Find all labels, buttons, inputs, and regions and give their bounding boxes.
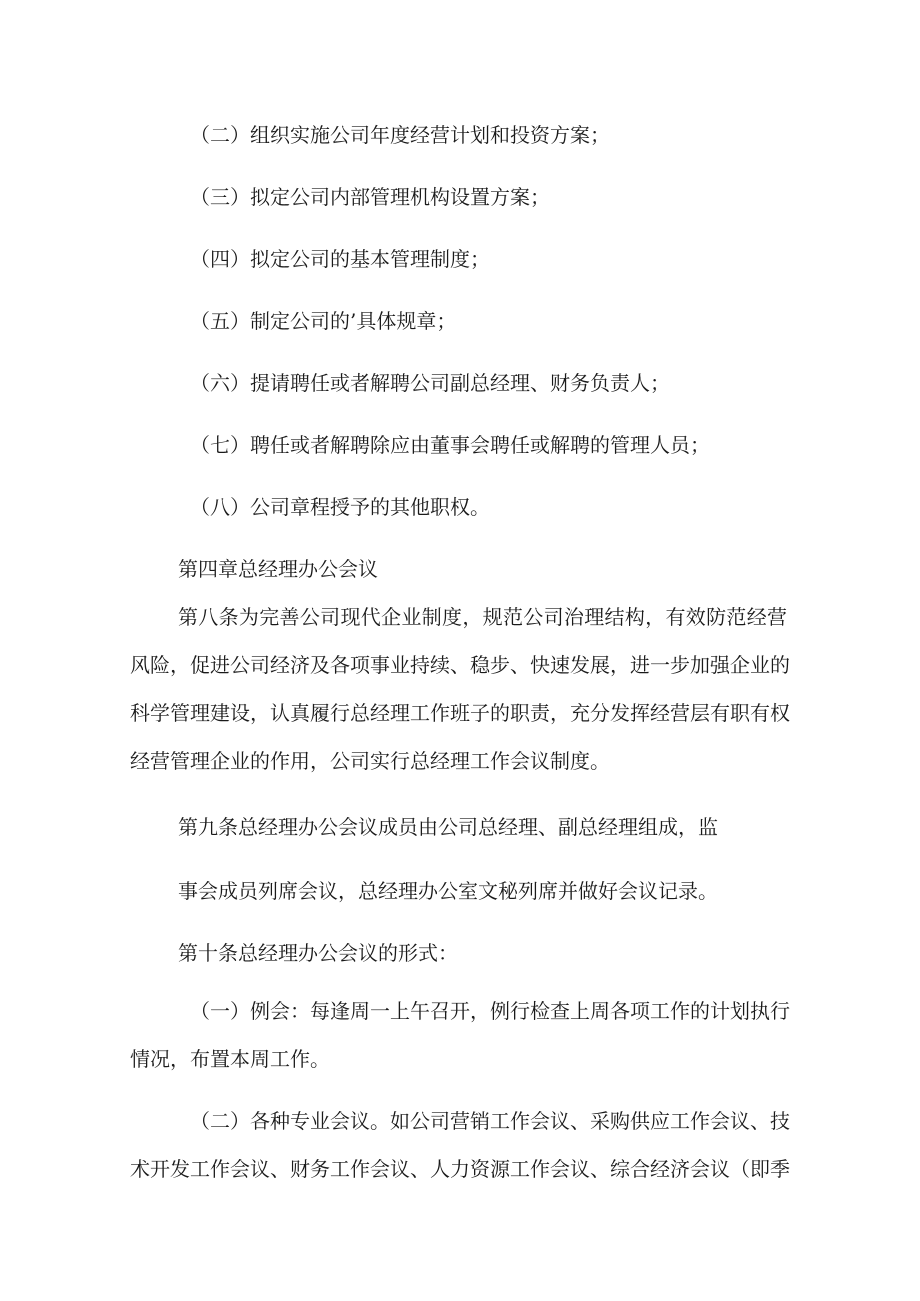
article-8-line-2: 风险，促进公司经济及各项事业持续、稳步、快速发展，进一步加强企业的 bbox=[130, 653, 790, 677]
duty-item-5: （五）制定公司的’具体规章； bbox=[190, 309, 457, 333]
article-9-line-1: 第九条总经理办公会议成员由公司总经理、副总经理组成，监 bbox=[178, 815, 718, 839]
item-1-line-2: 情况，布置本周工作。 bbox=[130, 1047, 330, 1071]
chapter-heading: 第四章总经理办公会议 bbox=[178, 557, 378, 581]
duty-item-6: （六）提请聘任或者解聘公司副总经理、财务负责人； bbox=[190, 371, 670, 395]
duty-item-7: （七）聘任或者解聘除应由董事会聘任或解聘的管理人员； bbox=[190, 433, 710, 457]
item-2-line-2: 术开发工作会议、财务工作会议、人力资源工作会议、综合经济会议（即季 bbox=[130, 1157, 790, 1181]
duty-item-2: （二）组织实施公司年度经营计划和投资方案； bbox=[190, 123, 610, 147]
duty-item-3: （三）拟定公司内部管理机构设置方案； bbox=[190, 185, 550, 209]
article-8-line-1: 第八条为完善公司现代企业制度，规范公司治理结构，有效防范经营 bbox=[178, 605, 787, 629]
duty-item-4: （四）拟定公司的基本管理制度； bbox=[190, 247, 490, 271]
article-8-line-4: 经营管理企业的作用，公司实行总经理工作会议制度。 bbox=[130, 749, 610, 773]
article-9-line-2: 事会成员列席会议，总经理办公室文秘列席并做好会议记录。 bbox=[178, 879, 718, 903]
article-8-line-3: 科学管理建设，认真履行总经理工作班子的职责，充分发挥经营层有职有权 bbox=[130, 701, 790, 725]
article-10-heading: 第十条总经理办公会议的形式： bbox=[178, 941, 458, 965]
item-2-line-1: （二）各种专业会议。如公司营销工作会议、采购供应工作会议、技 bbox=[190, 1109, 790, 1133]
item-1-line-1: （一）例会：每逢周一上午召开，例行检查上周各项工作的计划执行 bbox=[190, 999, 790, 1023]
duty-item-8: （八）公司章程授予的其他职权。 bbox=[190, 495, 490, 519]
